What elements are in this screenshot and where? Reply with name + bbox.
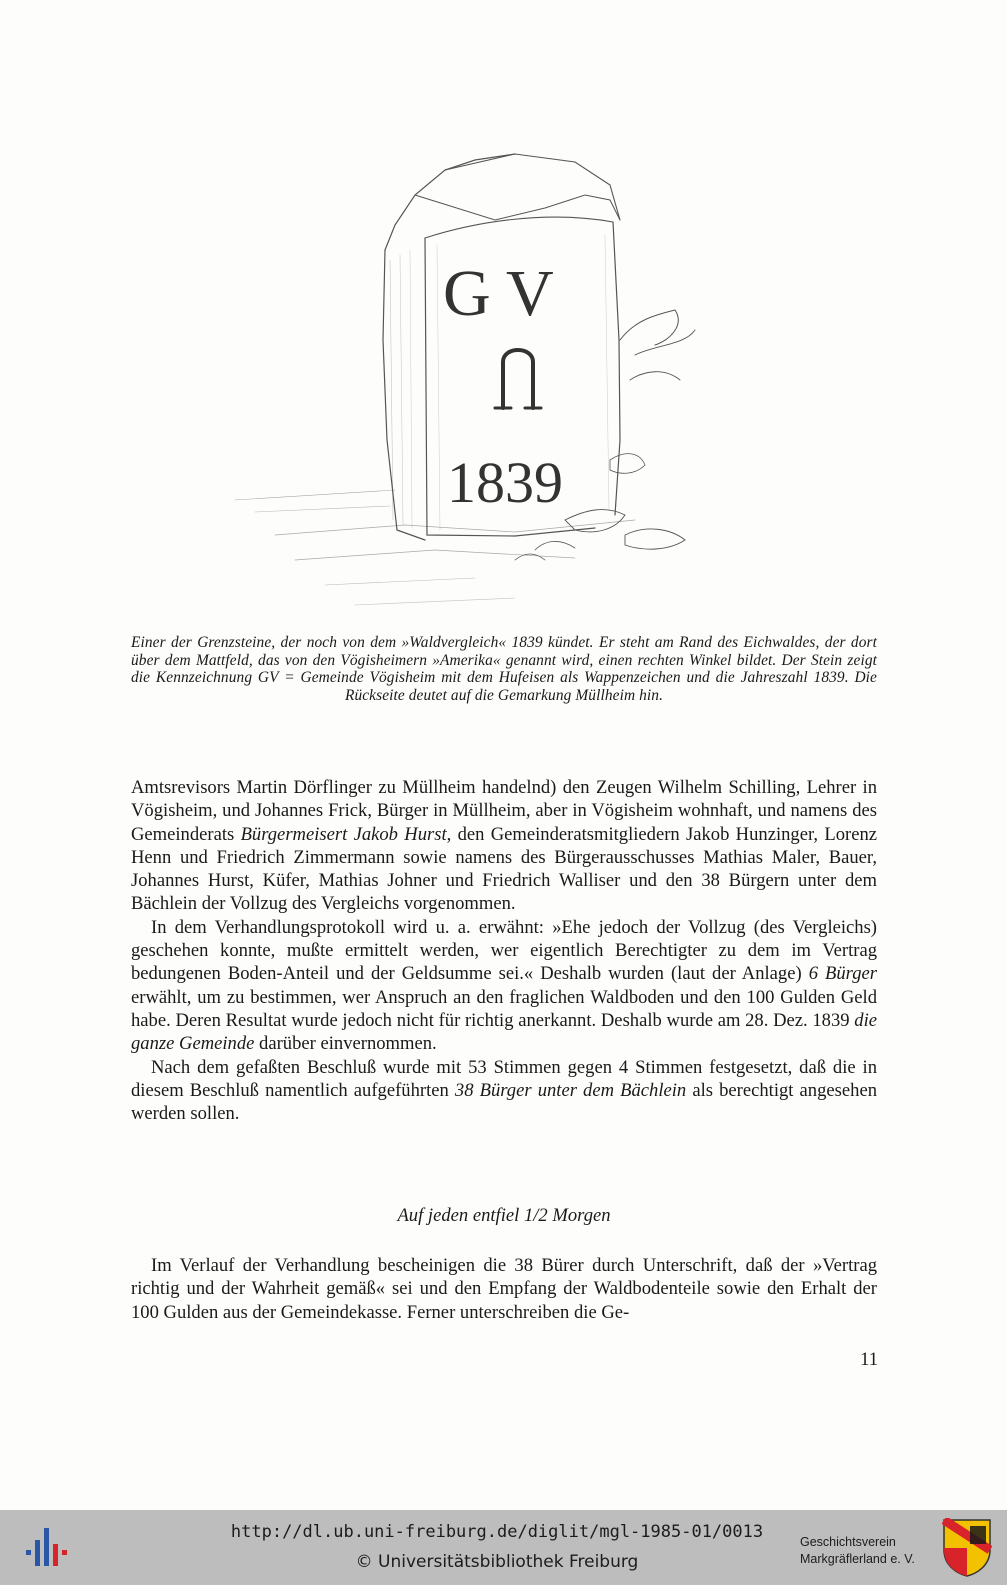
section-heading: Auf jeden entfiel 1/2 Morgen [397,1205,611,1226]
boundary-stone-illustration [215,140,715,620]
ub-freiburg-logo-icon [20,1524,70,1572]
coat-of-arms-icon [942,1518,992,1578]
organization-line: Markgräflerland e. V. [800,1552,915,1566]
stone-year: 1839 [447,450,563,515]
page-number: 11 [860,1349,878,1370]
document-url[interactable]: http://dl.ub.uni-freiburg.de/diglit/mgl-1985-01/0013 [230,1522,764,1542]
viewer-footer [0,1510,1007,1585]
organization-name [800,1534,940,1568]
paragraph: In dem Verhandlungsprotokoll wird u. a. erwähnt: »Ehe jedoch der Vollzug (des Vergleichs) geschehen konnte, mußte ermittelt werden, wer eigentlich Berechtigter zu dem im Vertrag bedungenen Boden-Anteil und der Geldsumme sei.« Deshalb wurden (laut der Anlage) 6 Bürger erwählt, um zu bestimmen, wer Anspruch an den fraglichen Waldboden und den 100 Gulden Geld habe. Deren Resultat wurde jedoch nicht für richtig anerkannt. Deshalb wurde am 28. Dez. 1839 die ganze Gemeinde darüber einvernommen. [131,916,878,1055]
paragraph: Amtsrevisors Martin Dörflinger zu Müllheim handelnd) den Zeugen Wilhelm Schilling, Lehrer in Vögisheim, und Johannes Frick, Bürger in Müllheim, aber in Vögisheim wohnhaft, und namens des Gemeinderats Bürgermeisert Jakob Hurst, den Gemeinderatsmitgliedern Jakob Hunzinger, Lorenz Henn und Friedrich Zimmermann sowie namens des Bürgerausschusses Mathias Maler, Bauer, Johannes Hurst, Küfer, Mathias Johner und Friedrich Walliser und den 38 Bürgern unter dem Bächlein der Vollzug des Vergleichs vorgenommen. [131,777,878,915]
figure-caption: Einer der Grenzsteine, der noch von dem »Waldvergleich« 1839 kündet. Er steht am Rand des Eichwaldes, der dort über dem Mattfeld, das von den Vögisheimern »Amerika« genannt wird, einen rechten Winkel bildet. Der Stein zeigt die Kennzeichnung GV = Gemeinde Vögisheim mit dem Hufeisen als Wappenzeichen und die Jahreszahl 1839. Die Rückseite deutet auf die Gemarkung Müllheim hin. [131,634,877,704]
paragraph: Im Verlauf der Verhandlung bescheinigen die 38 Bürer durch Unterschrift, daß der »Vertrag richtig und der Wahrheit gemäß« sei und den Empfang der Waldbodenteile sowie den Erhalt der 100 Gulden aus der Gemeindekasse. Ferner unterschreiben die Ge- [131,1255,877,1323]
body-text [131,776,877,1125]
paragraph: Nach dem gefaßten Beschluß wurde mit 53 Stimmen gegen 4 Stimmen festgesetzt, daß die in diesem Beschluß namentlich aufgeführten 38 Bürger unter dem Bächlein als berechtigt angesehen werden sollen. [131,1056,877,1125]
copyright-notice: © Universitätsbibliothek Freiburg [355,1552,639,1572]
organization-line: Geschichtsverein [800,1535,896,1549]
stone-letters: G V [443,257,554,330]
